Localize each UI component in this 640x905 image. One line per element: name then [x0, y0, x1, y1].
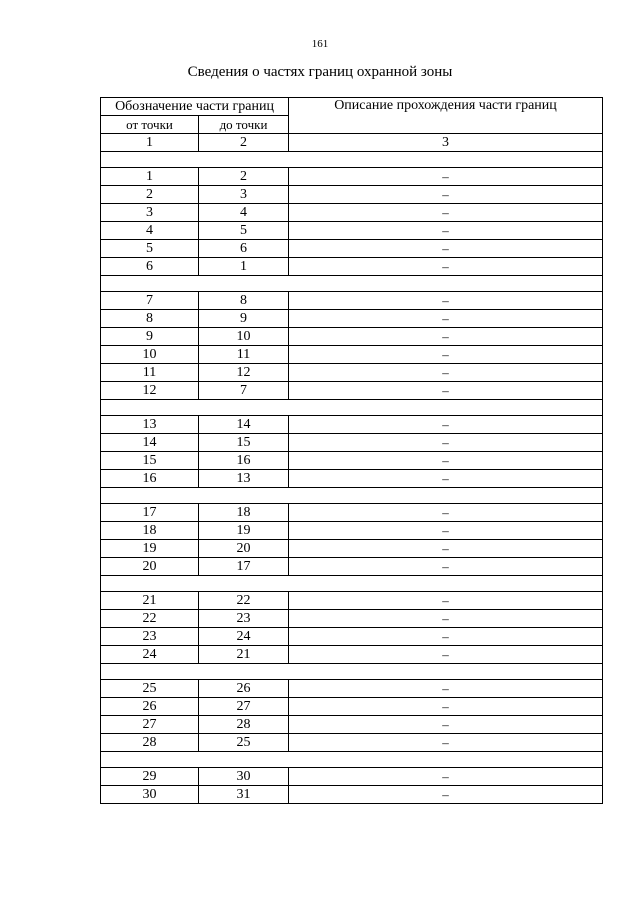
- group-separator-cell: [101, 488, 603, 504]
- from-point-cell: 24: [101, 646, 199, 664]
- to-point-cell: 16: [199, 452, 289, 470]
- group-separator-row: [101, 152, 603, 168]
- column-number-1: 1: [101, 134, 199, 152]
- designation-header: Обозначение части границ: [101, 98, 289, 116]
- from-point-cell: 12: [101, 382, 199, 400]
- from-point-cell: 13: [101, 416, 199, 434]
- column-number-3: 3: [289, 134, 603, 152]
- to-point-cell: 31: [199, 786, 289, 804]
- description-cell: –: [289, 698, 603, 716]
- to-point-cell: 20: [199, 540, 289, 558]
- table-row: [101, 240, 603, 258]
- from-point-cell: 21: [101, 592, 199, 610]
- to-point-cell: 18: [199, 504, 289, 522]
- to-point-cell: 23: [199, 610, 289, 628]
- group-separator-row: [101, 576, 603, 592]
- table-row: [101, 734, 603, 752]
- table-row: [101, 540, 603, 558]
- table-row: [101, 452, 603, 470]
- to-point-cell: 13: [199, 470, 289, 488]
- from-point-cell: 19: [101, 540, 199, 558]
- table-row: [101, 346, 603, 364]
- group-separator-row: [101, 400, 603, 416]
- description-cell: –: [289, 504, 603, 522]
- table-row: [101, 168, 603, 186]
- table-row: [101, 768, 603, 786]
- to-point-cell: 27: [199, 698, 289, 716]
- from-point-cell: 22: [101, 610, 199, 628]
- description-cell: –: [289, 734, 603, 752]
- description-cell: –: [289, 592, 603, 610]
- table-row: [101, 204, 603, 222]
- group-separator-cell: [101, 664, 603, 680]
- from-point-cell: 8: [101, 310, 199, 328]
- table-row: [101, 716, 603, 734]
- description-cell: –: [289, 646, 603, 664]
- boundary-parts-table: [100, 97, 603, 804]
- from-point-cell: 23: [101, 628, 199, 646]
- table-row: [101, 416, 603, 434]
- to-point-cell: 14: [199, 416, 289, 434]
- table-row: [101, 364, 603, 382]
- description-cell: –: [289, 328, 603, 346]
- group-separator-cell: [101, 576, 603, 592]
- table-row: [101, 628, 603, 646]
- group-separator-cell: [101, 152, 603, 168]
- to-point-cell: 4: [199, 204, 289, 222]
- table-row: [101, 698, 603, 716]
- table-row: [101, 382, 603, 400]
- description-cell: –: [289, 522, 603, 540]
- to-point-cell: 11: [199, 346, 289, 364]
- table-row: [101, 504, 603, 522]
- description-cell: –: [289, 382, 603, 400]
- to-point-cell: 25: [199, 734, 289, 752]
- to-point-cell: 28: [199, 716, 289, 734]
- from-point-cell: 17: [101, 504, 199, 522]
- header-row: [101, 98, 603, 116]
- to-point-cell: 22: [199, 592, 289, 610]
- column-number-row: [101, 134, 603, 152]
- table-row: [101, 680, 603, 698]
- description-header: Описание прохождения части границ: [289, 98, 603, 134]
- to-point-cell: 1: [199, 258, 289, 276]
- to-point-cell: 7: [199, 382, 289, 400]
- description-cell: –: [289, 610, 603, 628]
- to-point-cell: 15: [199, 434, 289, 452]
- from-point-cell: 11: [101, 364, 199, 382]
- to-point-cell: 17: [199, 558, 289, 576]
- description-cell: –: [289, 716, 603, 734]
- to-point-cell: 19: [199, 522, 289, 540]
- from-point-cell: 5: [101, 240, 199, 258]
- to-point-cell: 12: [199, 364, 289, 382]
- group-separator-row: [101, 752, 603, 768]
- from-point-cell: 4: [101, 222, 199, 240]
- to-point-header: до точки: [199, 116, 289, 134]
- to-point-cell: 9: [199, 310, 289, 328]
- table-row: [101, 310, 603, 328]
- group-separator-row: [101, 276, 603, 292]
- table-row: [101, 610, 603, 628]
- description-cell: –: [289, 186, 603, 204]
- group-separator-cell: [101, 276, 603, 292]
- table-row: [101, 434, 603, 452]
- table-row: [101, 258, 603, 276]
- from-point-cell: 28: [101, 734, 199, 752]
- table-row: [101, 558, 603, 576]
- from-point-cell: 18: [101, 522, 199, 540]
- from-point-cell: 1: [101, 168, 199, 186]
- table-row: [101, 592, 603, 610]
- description-cell: –: [289, 628, 603, 646]
- description-cell: –: [289, 292, 603, 310]
- to-point-cell: 8: [199, 292, 289, 310]
- description-cell: –: [289, 222, 603, 240]
- to-point-cell: 2: [199, 168, 289, 186]
- to-point-cell: 26: [199, 680, 289, 698]
- description-cell: –: [289, 768, 603, 786]
- from-point-cell: 15: [101, 452, 199, 470]
- from-point-cell: 10: [101, 346, 199, 364]
- to-point-cell: 21: [199, 646, 289, 664]
- from-point-header: от точки: [101, 116, 199, 134]
- from-point-cell: 9: [101, 328, 199, 346]
- table-row: [101, 522, 603, 540]
- from-point-cell: 26: [101, 698, 199, 716]
- description-cell: –: [289, 168, 603, 186]
- from-point-cell: 14: [101, 434, 199, 452]
- description-cell: –: [289, 240, 603, 258]
- to-point-cell: 30: [199, 768, 289, 786]
- description-cell: –: [289, 204, 603, 222]
- from-point-cell: 16: [101, 470, 199, 488]
- description-cell: –: [289, 364, 603, 382]
- to-point-cell: 10: [199, 328, 289, 346]
- column-number-2: 2: [199, 134, 289, 152]
- table-row: [101, 222, 603, 240]
- from-point-cell: 7: [101, 292, 199, 310]
- from-point-cell: 20: [101, 558, 199, 576]
- description-cell: –: [289, 346, 603, 364]
- table-row: [101, 786, 603, 804]
- description-cell: –: [289, 786, 603, 804]
- to-point-cell: 3: [199, 186, 289, 204]
- from-point-cell: 25: [101, 680, 199, 698]
- from-point-cell: 3: [101, 204, 199, 222]
- from-point-cell: 2: [101, 186, 199, 204]
- table-body: [101, 98, 603, 804]
- document-title: Сведения о частях границ охранной зоны: [187, 64, 453, 80]
- from-point-cell: 6: [101, 258, 199, 276]
- description-cell: –: [289, 434, 603, 452]
- table-row: [101, 646, 603, 664]
- group-separator-row: [101, 488, 603, 504]
- to-point-cell: 24: [199, 628, 289, 646]
- table-row: [101, 328, 603, 346]
- description-cell: –: [289, 680, 603, 698]
- description-cell: –: [289, 558, 603, 576]
- page-number: 161: [311, 38, 329, 50]
- description-cell: –: [289, 540, 603, 558]
- group-separator-cell: [101, 752, 603, 768]
- table-row: [101, 292, 603, 310]
- from-point-cell: 27: [101, 716, 199, 734]
- group-separator-row: [101, 664, 603, 680]
- from-point-cell: 30: [101, 786, 199, 804]
- table-row: [101, 470, 603, 488]
- to-point-cell: 6: [199, 240, 289, 258]
- to-point-cell: 5: [199, 222, 289, 240]
- description-cell: –: [289, 416, 603, 434]
- description-cell: –: [289, 258, 603, 276]
- table-row: [101, 186, 603, 204]
- group-separator-cell: [101, 400, 603, 416]
- from-point-cell: 29: [101, 768, 199, 786]
- description-cell: –: [289, 310, 603, 328]
- description-cell: –: [289, 470, 603, 488]
- description-cell: –: [289, 452, 603, 470]
